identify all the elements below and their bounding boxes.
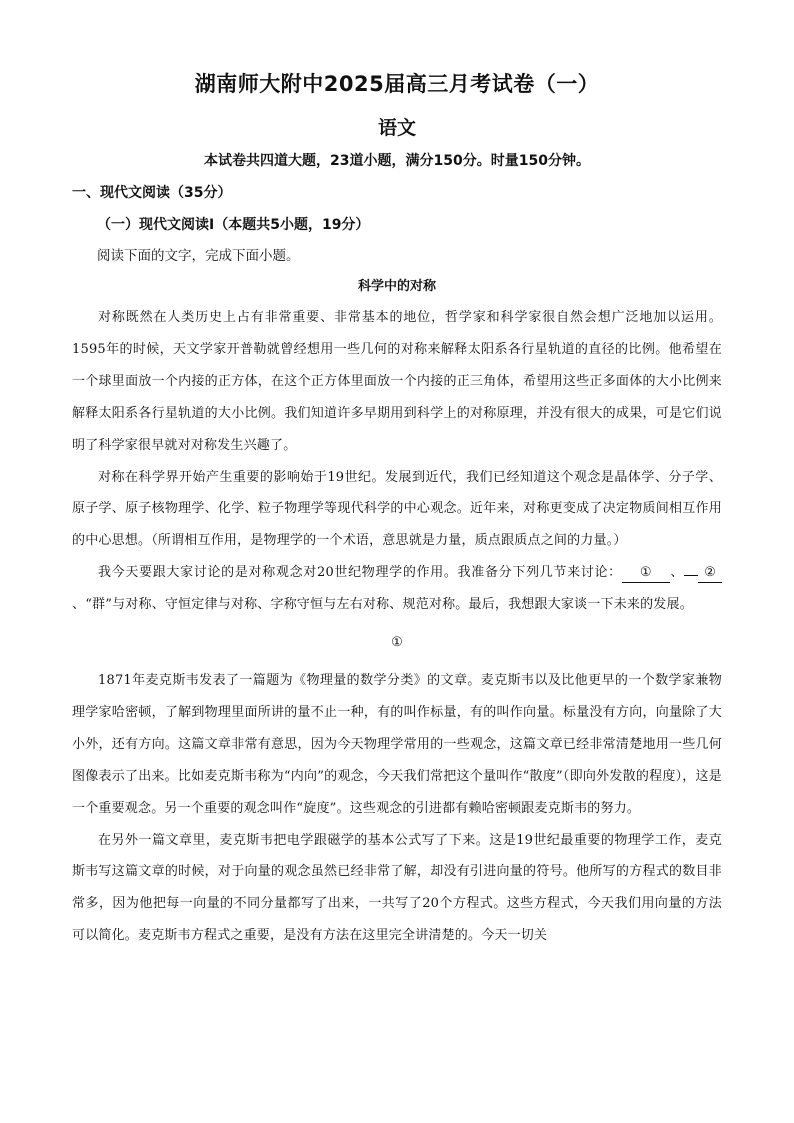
section-title: 一、现代文阅读（35分） bbox=[72, 185, 232, 201]
fill-blank-2: ② bbox=[698, 564, 722, 583]
exam-info: 本试卷共四道大题，23道小题，满分150分。时量150分钟。 bbox=[204, 153, 590, 169]
subsection-title: （一）现代文阅读Ⅰ（本题共5小题，19分） bbox=[97, 217, 370, 233]
paragraph-1: 对称既然在人类历史上占有非常重要、非常基本的地位，哲学家和科学家很自然会想广泛地加以运用。1595年的时候，天文学家开普勒就曾经想用一些几何的对称来解释太阳系各行星轨道的直径的比例。他希望在一个球里面放一个内接的正方体，在这个正方体里面放一个内接的正三角体，希望用这些正多面体的大小比例来解释太阳系各行星轨道的大小比例。我们知道许多早期用到科学上的对称原理，并没有很大的成果，可是它们说明了科学家很早就对对称发生兴趣了。 bbox=[72, 310, 722, 453]
paragraph-5: 在另外一篇文章里，麦克斯韦把电学跟磁学的基本公式写了下来。这是19世纪最重要的物理学工作，麦克斯韦写这篇文章的时候，对于向量的观念虽然已经非常了解，却没有引进向量的符号。他所写的方程式的数目非常多，因为他把每一向量的不同分量都写了出来，一共写了20个方程式。这些方程式，今天我们用向量的方法可以简化。麦克斯韦方程式之重要，是没有方法在这里完全讲清楚的。今天一切关 bbox=[72, 832, 722, 944]
paragraph-3 bbox=[72, 557, 722, 621]
fill-blank-1-tail bbox=[684, 575, 698, 576]
reading-instruction: 阅读下面的文字，完成下面小题。 bbox=[97, 248, 300, 264]
paragraph-2: 对称在科学界开始产生重要的影响始于19世纪。发展到近代，我们已经知道这个观念是晶体学、分子学、原子学、原子核物理学、化学、粒子物理学等现代科学的中心观念。近年来，对称更变成了决定物质间相互作用的中心思想。（所谓相互作用，是物理学的一个术语，意思就是力量，质点跟质点之间的力量。） bbox=[72, 469, 722, 549]
exam-title: 湖南师大附中2025届高三月考试卷（一） bbox=[194, 72, 600, 96]
exam-subject: 语文 bbox=[377, 117, 416, 139]
paragraph-4: 1871年麦克斯韦发表了一篇题为《物理量的数学分类》的文章。麦克斯韦以及比他更早的一个数学家兼物理学家哈密顿，了解到物理里面所讲的量不止一种，有的叫作标量，有的叫作向量。标量没有方向，向量除了大小外，还有方向。这篇文章非常有意思，因为今天物理学常用的一些观念，这篇文章已经非常清楚地用一些几何图像表示了出来。比如麦克斯韦称为“内向”的观念，今天我们常把这个量叫作“散度”（即向外发散的程度），这是一个重要观念。另一个重要的观念叫作“旋度”。这些观念的引进都有赖哈密顿跟麦克斯韦的努力。 bbox=[72, 672, 722, 816]
subheading-1: ① bbox=[391, 635, 403, 651]
fill-blank-1: ① bbox=[622, 564, 670, 583]
article-title: 科学中的对称 bbox=[357, 279, 436, 294]
blank-separator: 、 bbox=[669, 565, 685, 581]
paragraph-3-lead: 我今天要跟大家讨论的是对称观念对20世纪物理学的作用。我准备分下列几节来讨论： bbox=[98, 565, 622, 581]
article-body bbox=[72, 302, 722, 952]
paragraph-3-rest: 、“群”与对称、守恒定律与对称、字称守恒与左右对称、规范对称。最后，我想跟大家谈一下未来的发展。 bbox=[72, 597, 693, 613]
